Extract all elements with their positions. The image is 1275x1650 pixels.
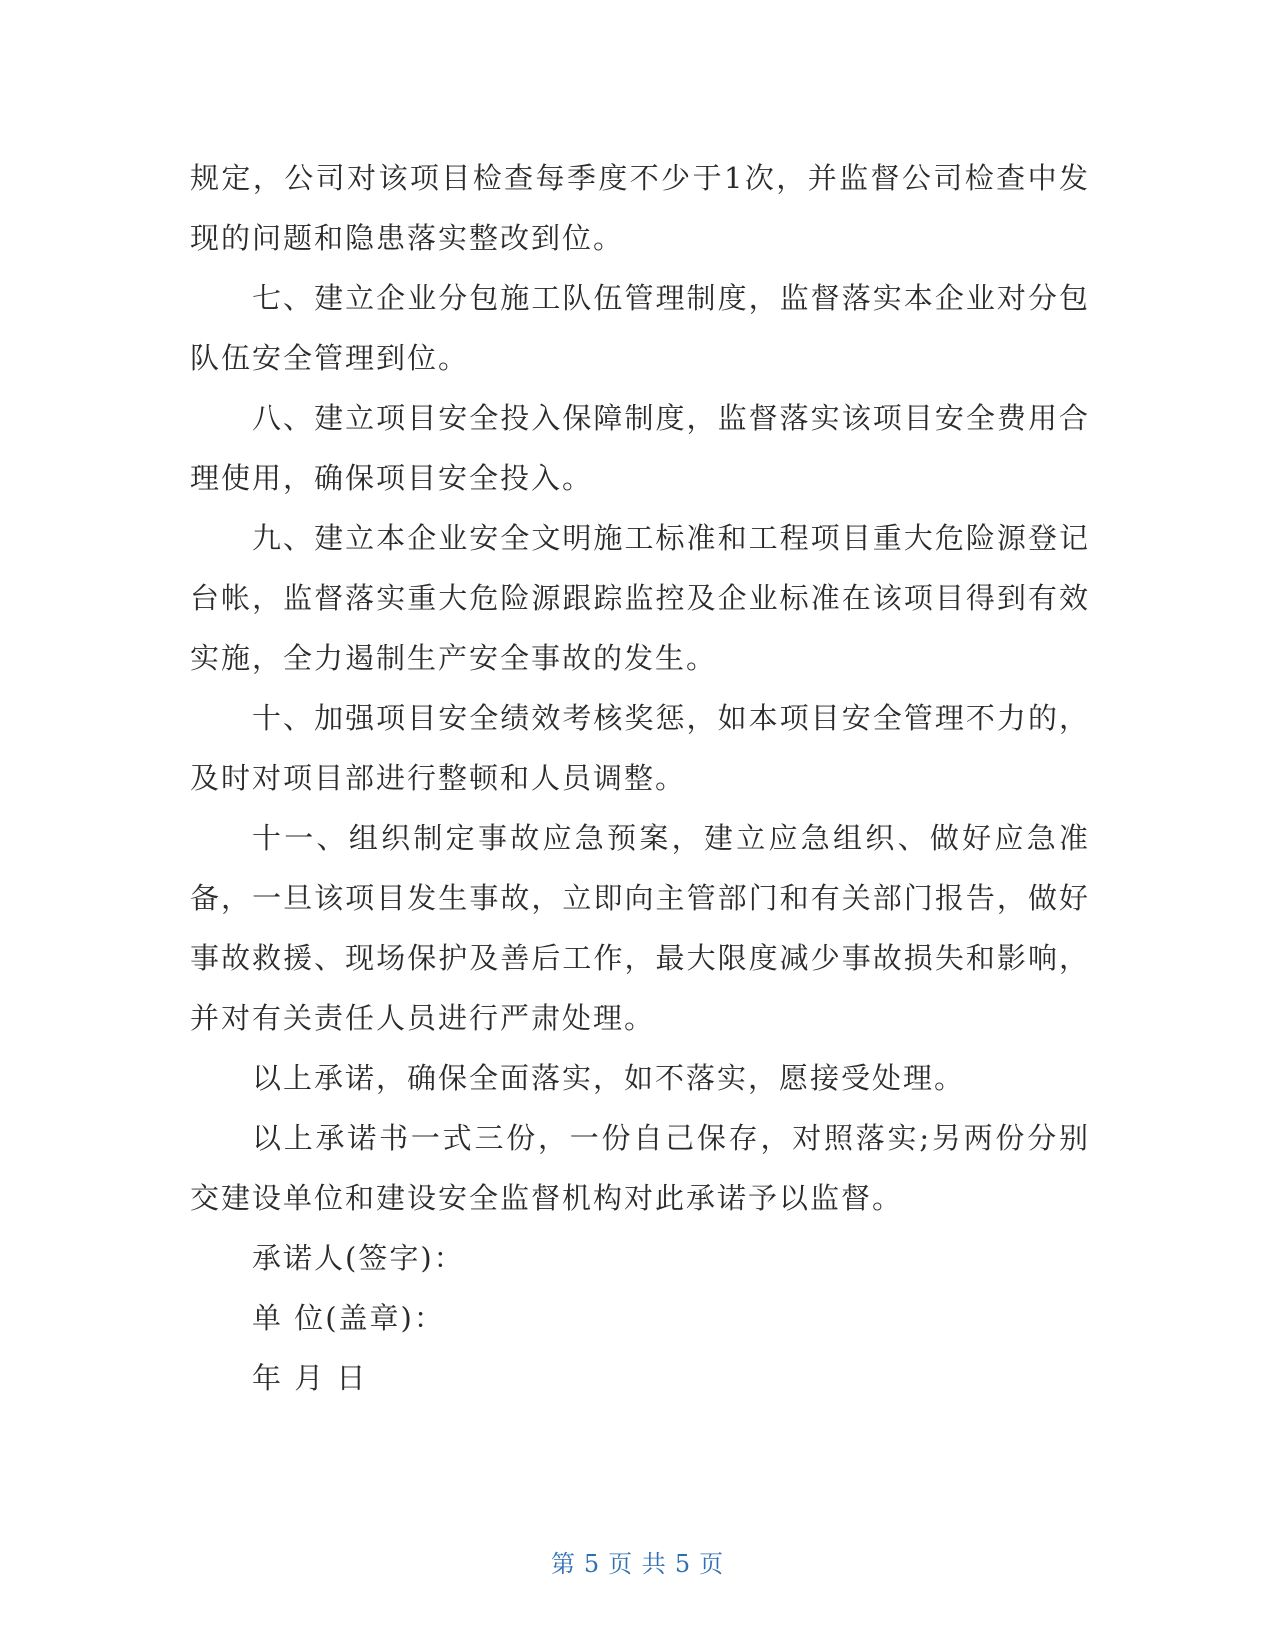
paragraph-promise: 以上承诺，确保全面落实，如不落实，愿接受处理。 — [252, 1061, 966, 1095]
date-line: 年 月 日 — [252, 1361, 368, 1395]
footer-current-page: 5 — [583, 1550, 601, 1578]
paragraph-item-8: 八、建立项目安全投入保障制度，监督落实该项目安全费用合理使用，确保项目安全投入。 — [190, 401, 1090, 495]
paragraph-item-11: 十一、组织制定事故应急预案，建立应急组织、做好应急准备，一旦该项目发生事故，立即向主管部门和有关部门报告，做好事故救援、现场保护及善后工作，最大限度减少事故损失和影响，并对有关责任人员进行严肃处理。 — [190, 821, 1090, 1035]
paragraph-item-7: 七、建立企业分包施工队伍管理制度，监督落实本企业对分包队伍安全管理到位。 — [190, 281, 1090, 375]
footer-mid: 页 共 — [608, 1550, 667, 1578]
paragraph-copies: 以上承诺书一式三份，一份自己保存，对照落实;另两份分别交建设单位和建设安全监督机构对此承诺予以监督。 — [190, 1121, 1090, 1215]
paragraph-continuation: 规定，公司对该项目检查每季度不少于1次，并监督公司检查中发现的问题和隐患落实整改到位。 — [190, 161, 1090, 255]
signer-signature-line: 承诺人(签字)： — [252, 1241, 465, 1275]
footer-prefix: 第 — [550, 1550, 576, 1578]
page-footer — [0, 1544, 1275, 1579]
footer-suffix: 页 — [699, 1550, 725, 1578]
document-body — [190, 148, 1090, 1408]
paragraph-item-9: 九、建立本企业安全文明施工标准和工程项目重大危险源登记台帐，监督落实重大危险源跟踪监控及企业标准在该项目得到有效实施，全力遏制生产安全事故的发生。 — [190, 521, 1090, 675]
footer-total-pages: 5 — [674, 1550, 692, 1578]
paragraph-item-10: 十、加强项目安全绩效考核奖惩，如本项目安全管理不力的，及时对项目部进行整顿和人员调整。 — [190, 701, 1090, 795]
unit-seal-line: 单 位(盖章)： — [252, 1301, 445, 1335]
